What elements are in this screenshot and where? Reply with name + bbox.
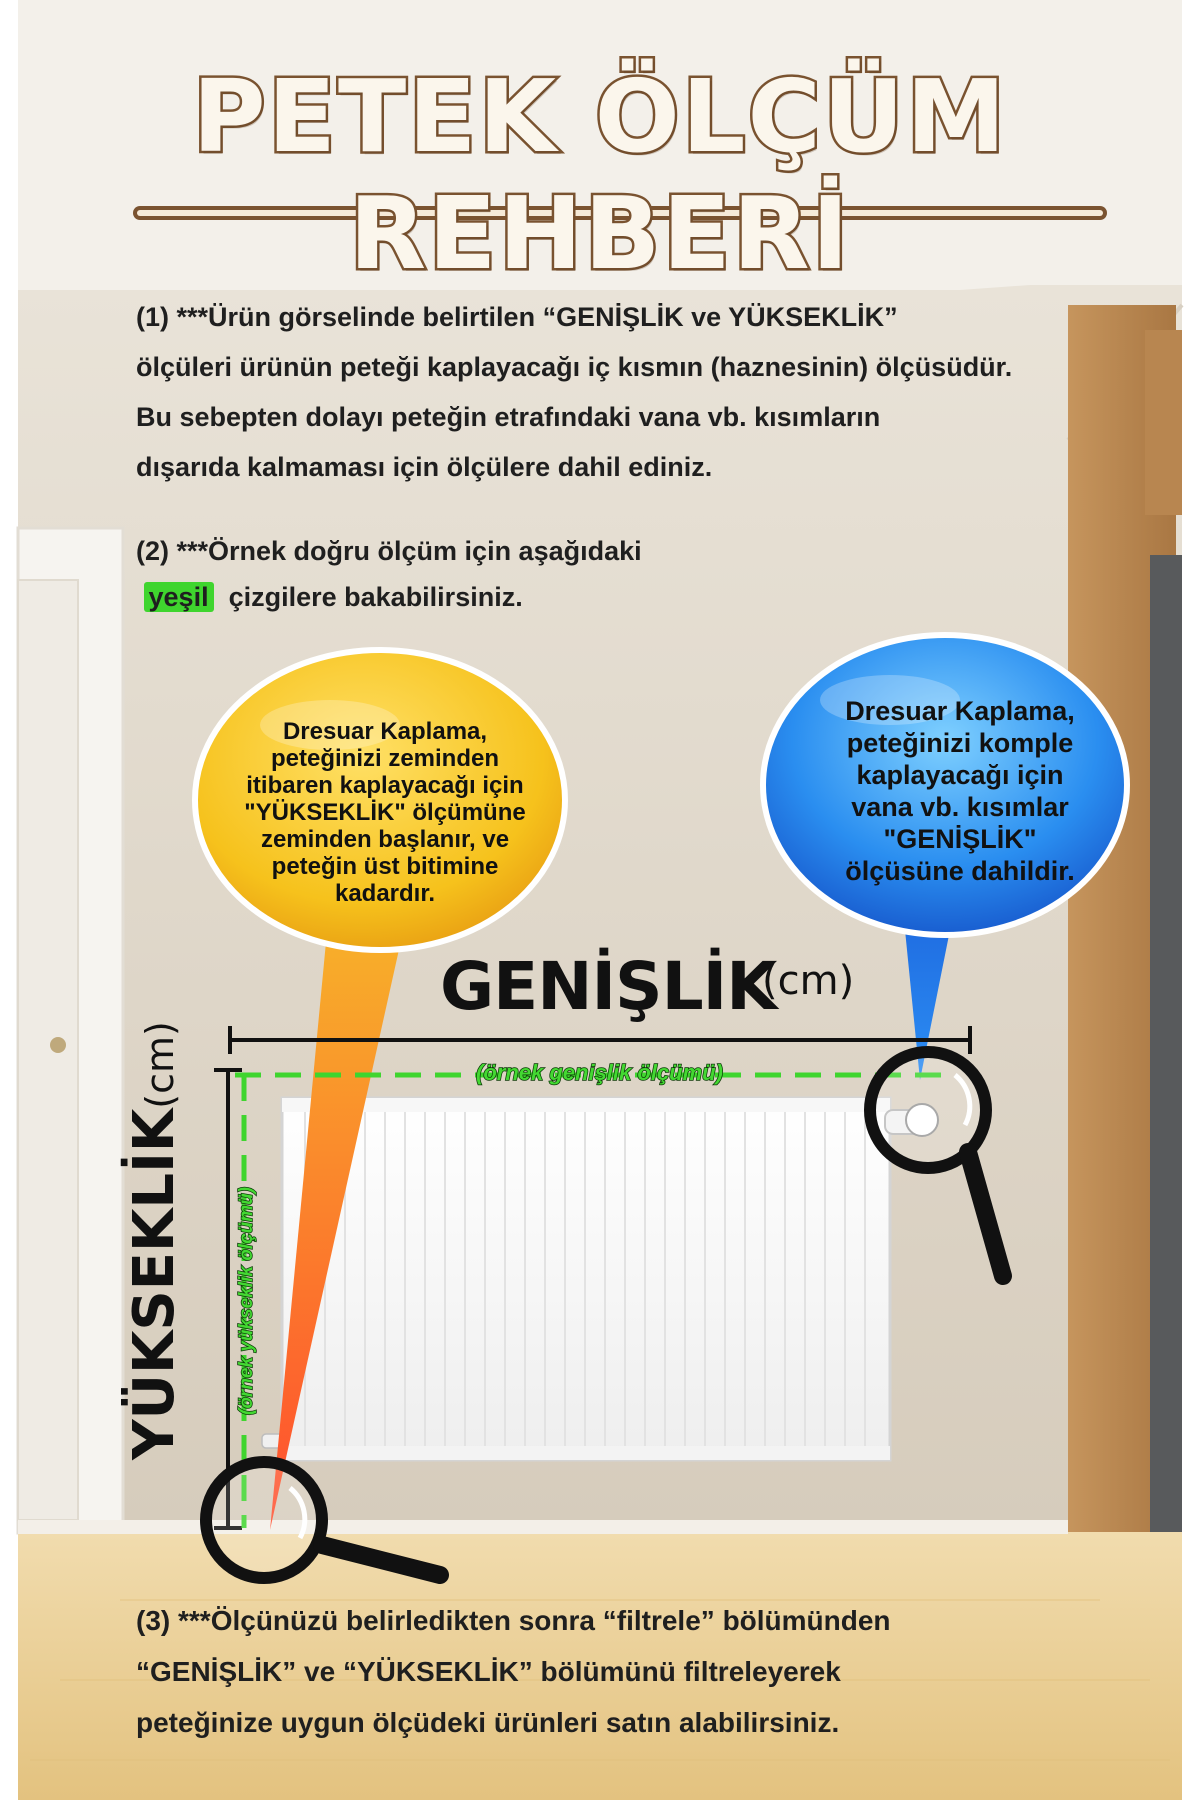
note-3 [136,1595,891,1748]
note-3-line-1: (3) ***Ölçünüzü belirledikten sonra “filtrele” bölümünden [136,1605,891,1636]
yellow-bubble-line-5: zeminden başlanır, ve [260,826,510,853]
note-2-line-2-rest: çizgilere bakabilirsiniz. [228,582,523,612]
width-unit: (cm) [762,958,855,1004]
note-2 [136,528,642,620]
blue-bubble-text [780,695,1140,887]
blue-bubble-line-1: Dresuar Kaplama, [845,696,1075,726]
blue-bubble-line-2: peteğinizi komple [846,728,1074,758]
example-height-label-group [236,1187,258,1415]
blue-bubble-line-6: ölçüsüne dahildir. [845,856,1075,886]
height-unit: (cm) [138,1021,182,1109]
example-width-label: (örnek genişlik ölçümü) [476,1060,723,1085]
note-1-line-1: (1) ***Ürün görselinde belirtilen “GENİŞLİK ve YÜKSEKLİK” [136,302,898,332]
note-1-line-2: ölçüleri ürünün peteği kaplayacağı iç kısmın (haznesinin) ölçüsüdür. [136,352,1013,382]
note-2-line-1: (2) ***Örnek doğru ölçüm için aşağıdaki [136,536,642,566]
note-1-line-3: Bu sebepten dolayı peteğin etrafındaki vana vb. kısımların [136,402,881,432]
green-highlight: yeşil [144,582,214,612]
note-2-line-2 [136,574,642,620]
yellow-bubble-line-7: kadardır. [334,880,436,907]
blue-bubble-line-4: vana vb. kısımlar [851,792,1069,822]
yellow-bubble-line-6: peteğin üst bitimine [271,853,499,880]
blue-bubble-line-5: "GENİŞLİK" [883,824,1037,854]
width-label: GENİŞLİK [440,948,777,1025]
radiator [262,1098,938,1460]
example-height-label: (örnek yükseklik ölçümü) [236,1186,257,1415]
height-label-group [122,1021,187,1460]
page-title: PETEK ÖLÇÜM REHBERİ [192,58,1008,292]
yellow-bubble-text [205,718,565,907]
yellow-bubble-line-2: peteğinizi zeminden [270,745,500,772]
height-label: YÜKSEKLİK [122,1108,187,1460]
note-3-line-3: peteğinize uygun ölçüdeki ürünleri satın alabilirsiniz. [136,1707,840,1738]
yellow-bubble-line-3: itibaren kaplayacağı için [246,772,524,799]
note-3-line-2: “GENİŞLİK” ve “YÜKSEKLİK” bölümünü filtreleyerek [136,1656,841,1687]
note-1 [136,292,1146,492]
note-1-line-4: dışarıda kalmaması için ölçülere dahil ediniz. [136,452,713,482]
yellow-bubble-line-1: Dresuar Kaplama, [282,718,488,745]
blue-bubble-line-3: kaplayacağı için [856,760,1064,790]
yellow-bubble-line-4: "YÜKSEKLİK" ölçümüne [244,799,526,826]
